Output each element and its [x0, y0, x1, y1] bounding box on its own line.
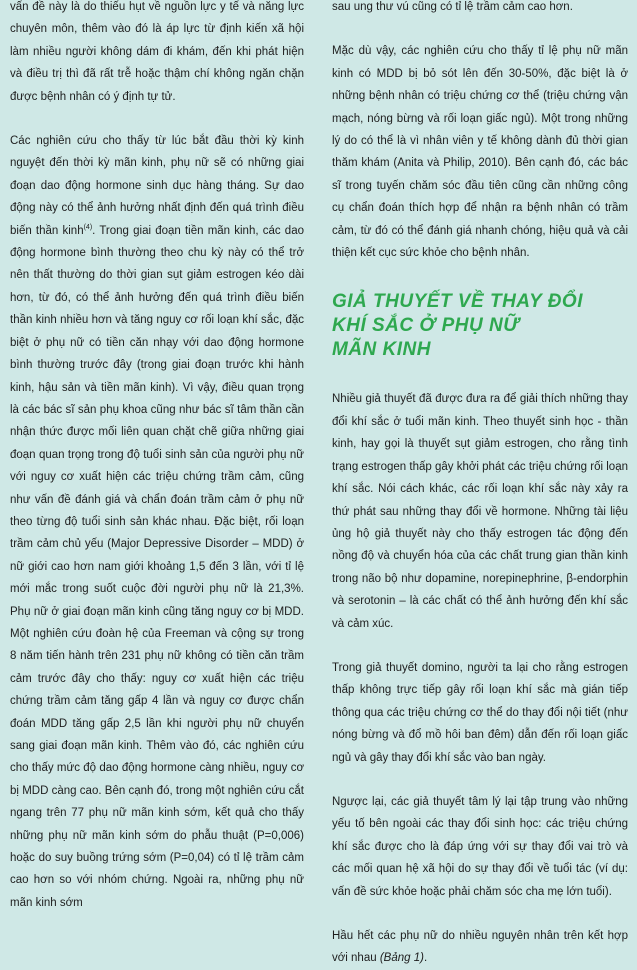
- paragraph-text: Các nghiên cứu cho thấy từ lúc bắt đầu thời kỳ kinh nguyệt đến thời kỳ mãn kinh, phụ nữ sẽ có những giai đoạn dao động hormone sinh dục hàng tháng. Sự dao động này có thể ảnh hưởng nhất định đến quá trình điều biến thần kinh: [10, 135, 304, 237]
- left-column: [10, 0, 304, 914]
- section-heading-line: GIẢ THUYẾT VỀ THAY ĐỔI: [332, 291, 583, 313]
- paragraph: Trong giả thuyết domino, người ta lại cho rằng estrogen thấp không trực tiếp gây rối loạn khí sắc mà gián tiếp thông qua các triệu chứng cơ thể do thay đổi nội tiết (như nóng bừng và đổ mồ hôi ban đêm) dẫn đến rối loạn giấc ngủ và gây thay đổi khí sắc vào ban ngày.: [332, 661, 628, 764]
- paragraph-text: .: [423, 952, 428, 965]
- paragraph: [10, 130, 304, 914]
- paragraph: [332, 925, 628, 970]
- paragraph: Nhiều giả thuyết đã được đưa ra để giải thích những thay đổi khí sắc ở tuổi mãn kinh. Theo thuyết sinh học - thần kinh, hay gọi là thuyết sụt giảm estrogen, cho rằng tình trạng estrogen thấp gây khởi phát các triệu chứng rối loạn khí sắc. Nói cách khác, các rối loạn khí sắc này xảy ra thứ phát sau những thay đổi về hormone. Những tài liệu ủng hộ giả thuyết này cho thấy estrogen tác động đến nồng độ và chuyển hóa của các chất trung gian thần kinh trong não bộ như dopamine, norepinephrine, β-endorphin và serotonin – là các chất có thể ảnh hưởng đến khí sắc và cảm xúc.: [332, 393, 628, 630]
- paragraph: Mặc dù vậy, các nghiên cứu cho thấy tỉ lệ phụ nữ mãn kinh có MDD bị bỏ sót lên đến 30-50%, đặc biệt là ở những bệnh nhân có triệu chứng cơ thể (triệu chứng vận mạch, nóng bừng và rối loạn giấc ngủ). Một trong những lý do có thể là vì nhân viên y tế không dành đủ thời gian thăm khám (Anita và Philip, 2010). Bên cạnh đó, các bác sĩ trong tuyến chăm sóc đầu tiên cũng cần những công cụ chẩn đoán thích hợp để nhận ra bệnh nhân có trầm cảm, từ đó có thể đánh giá nhanh chóng, hiệu quả và cải thiện kết cục sức khỏe cho bệnh nhân.: [332, 45, 628, 260]
- section-heading-line: MÃN KINH: [332, 339, 431, 361]
- table-reference: (Bảng 1): [379, 952, 424, 965]
- section-heading-line: KHÍ SẮC Ở PHỤ NỮ: [332, 315, 520, 337]
- right-column: [332, 0, 628, 970]
- paragraph: Ngược lại, các giả thuyết tâm lý lại tập trung vào những yếu tố bên ngoài các thay đổi sinh học: các triệu chứng khí sắc được cho là đáp ứng với sự thay đổi vai trò và các mối quan hệ xã hội do sự thay đổi về tuổi tác (ví dụ: vấn đề sức khỏe hoặc phải chăm sóc cha mẹ lớn tuổi).: [332, 795, 628, 898]
- paragraph-text: . Trong giai đoạn tiền mãn kinh, các dao động hormone bình thường theo chu kỳ này có thể trở nên thất thường do thời gian sụt giảm estrogen kéo dài hơn, từ đó, có thể ảnh hưởng đến quá trình điều biến thần kinh nhiều hơn và tăng nguy cơ rối loạn khí sắc, đặc biệt ở phụ nữ có tiền căn nhạy với dao động hormone bình thường trước đây (trong giai đoạn trước khi hành kinh, hậu sản và tiền mãn kinh). Vì vậy, điều quan trọng là các bác sĩ sản phụ khoa cũng như bác sĩ tâm thần cần nhận thức được mối liên quan chặt chẽ giữa những giai đoạn quan trọng trong độ tuổi sinh sản của người phụ nữ với nguy cơ xuất hiện các triệu chứng trầm cảm, cũng như vấn đề đánh giá và chẩn đoán trầm cảm ở phụ nữ theo từng độ tuổi sinh sản khác nhau. Đặc biệt, rối loạn trầm cảm chủ yếu (Major Depressive Disorder – MDD) ở nữ giới cao hơn nam giới khoảng 1,5 đến 3 lần, với tỉ lệ mới mắc trong suốt cuộc đời người phụ nữ là 21,3%. Phụ nữ ở giai đoạn mãn kinh cũng tăng nguy cơ bị MDD. Một nghiên cứu đoàn hệ của Freeman và cộng sự trong 8 năm tiến hành trên 231 phụ nữ không có tiền căn trầm cảm trước đây cho thấy: nguy cơ xuất hiện các triệu chứng trầm cảm tăng gấp 4 lần và nguy cơ được chẩn đoán MDD tăng gấp 2,5 lần khi người phụ nữ chuyển sang giai đoạn mãn kinh. Thêm vào đó, các nghiên cứu cho thấy mức độ dao động hormone càng nhiều, nguy cơ bị MDD càng cao. Bên cạnh đó, trong một nghiên cứu cắt ngang trên 77 phụ nữ mãn kinh sớm, kết quả cho thấy những phụ nữ mãn kinh sớm do phẫu thuật (P=0,006) hoặc do suy buồng trứng sớm (P=0,04) có tỉ lệ trầm cảm cao hơn so với nhóm chứng. Ngoài ra, những phụ nữ mãn kinh sớm: [10, 224, 304, 909]
- paragraph: vấn đề này là do thiếu hụt về nguồn lực y tế và năng lực chuyên môn, thêm vào đó là áp lực từ định kiến xã hội làm nhiều người không dám đi khám, đến khi phát hiện và điều trị thì đã rất trễ hoặc thậm chí không ngăn chặn được bệnh nhân có ý định tự tử.: [10, 1, 304, 103]
- paragraph-text: Hầu hết các phụ nữ do nhiều nguyên nhân trên kết hợp với nhau: [332, 930, 628, 965]
- citation-superscript: (4): [83, 223, 93, 231]
- paragraph: sau ung thư vú cũng có tỉ lệ trầm cảm cao hơn.: [332, 1, 573, 13]
- section-heading: [332, 290, 628, 362]
